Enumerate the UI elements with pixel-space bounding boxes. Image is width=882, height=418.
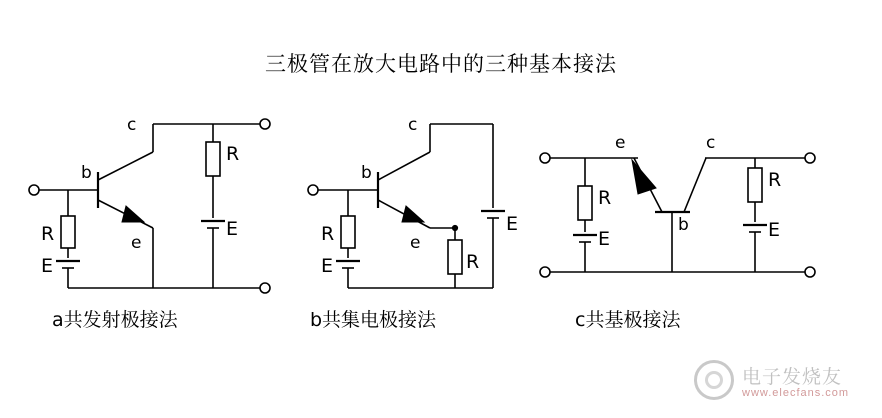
fig-a-emitter-label: e <box>131 233 142 253</box>
fig-c-output-resistor <box>748 168 762 202</box>
fig-a-base-label: b <box>81 163 92 183</box>
figure-b-caption: b共集电极接法 <box>310 309 437 331</box>
fig-c-output-resistor-label: R <box>768 169 782 191</box>
watermark-logo-icon <box>694 360 734 400</box>
fig-b-base-label: b <box>361 163 372 183</box>
fig-b-output-source-label: E <box>506 213 519 235</box>
watermark <box>694 356 874 410</box>
figure-c-caption: c共基极接法 <box>575 309 681 331</box>
fig-c-input-terminal-bottom <box>540 267 550 277</box>
fig-a-output-resistor-label: R <box>226 143 240 165</box>
fig-c-input-source-label: E <box>598 228 611 250</box>
fig-c-output-terminal <box>805 153 815 163</box>
watermark-url-text: www.elecfans.com <box>742 387 850 399</box>
fig-b-input-resistor-label: R <box>321 223 335 245</box>
fig-b-emitter-label: e <box>410 233 421 253</box>
fig-c-input-resistor <box>578 186 592 220</box>
fig-c-output-terminal-bottom <box>805 267 815 277</box>
fig-b-collector-label: c <box>408 115 418 135</box>
fig-a-collector-label: c <box>127 115 137 135</box>
watermark-cn-text: 电子发烧友 <box>742 366 843 388</box>
fig-c-input-terminal <box>540 153 550 163</box>
figure-a-caption: a共发射极接法 <box>52 309 178 331</box>
fig-b-output-resistor-label: R <box>466 251 480 273</box>
fig-c-emitter-label: e <box>615 133 626 153</box>
page-title: 三极管在放大电路中的三种基本接法 <box>265 52 617 76</box>
fig-c-base-label: b <box>678 215 689 235</box>
fig-b-input-source-label: E <box>321 255 334 277</box>
fig-a-output-source-label: E <box>226 218 239 240</box>
fig-a-input-source-label: E <box>41 255 54 277</box>
fig-a-input-resistor-label: R <box>41 223 55 245</box>
fig-c-collector-label: c <box>706 133 716 153</box>
fig-c-input-resistor-label: R <box>598 187 612 209</box>
fig-c-output-source-label: E <box>768 219 781 241</box>
